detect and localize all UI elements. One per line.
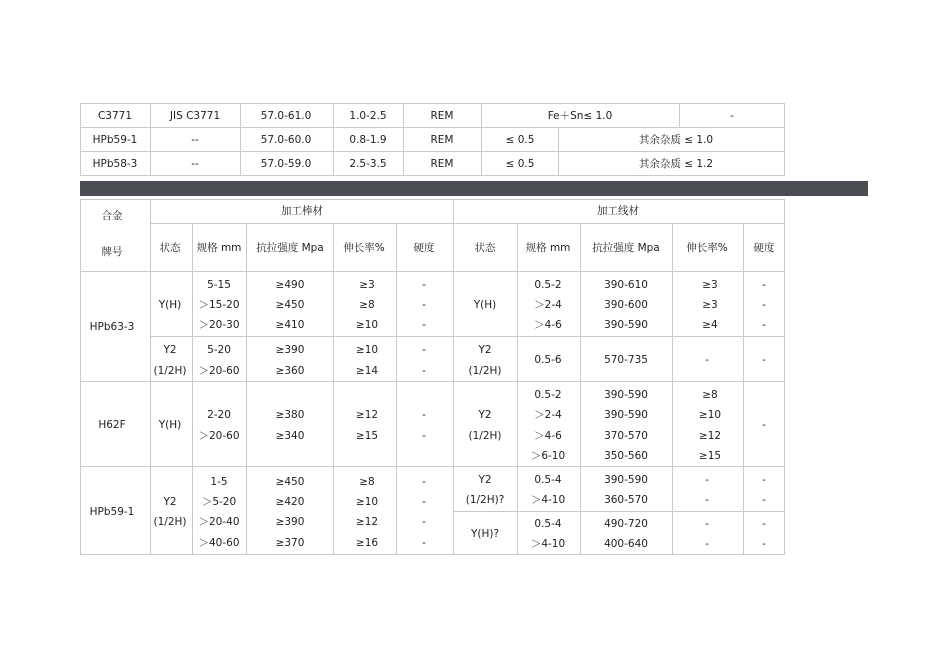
wire-tensile: 390-590 [604, 409, 648, 421]
section-divider-bar [80, 181, 868, 196]
col-elongation: 伸长率% [343, 242, 385, 254]
rod-state: (1/2H) [153, 516, 187, 528]
wire-elongation: ≥15 [698, 450, 722, 462]
wire-state: Y(H) [473, 299, 497, 311]
grid-line [80, 199, 81, 554]
rod-tensile: ≥450 [275, 476, 305, 488]
rod-elongation: ≥10 [355, 319, 379, 331]
rod-hardness: - [422, 430, 426, 442]
cell-pb: 2.5-3.5 [349, 158, 387, 170]
rod-state: Y2 [163, 496, 177, 508]
rod-elongation: ≥12 [355, 516, 379, 528]
rod-spec: ＞15-20 [198, 299, 240, 311]
grid-line [396, 223, 397, 554]
grid-line [333, 103, 334, 175]
cell-rem: REM [430, 158, 454, 170]
grid-line [517, 223, 518, 554]
grid-line [743, 223, 744, 554]
rod-tensile: ≥490 [275, 279, 305, 291]
wire-state: Y2 [478, 474, 492, 486]
rod-elongation: ≥8 [359, 476, 375, 488]
wire-state: Y(H)? [470, 528, 500, 540]
rod-tensile: ≥450 [275, 299, 305, 311]
grid-line [80, 127, 785, 128]
wire-hardness: - [762, 474, 766, 486]
rod-hardness: - [422, 319, 426, 331]
rod-elongation: ≥15 [355, 430, 379, 442]
wire-elongation: - [705, 518, 709, 530]
grid-line [481, 103, 482, 175]
wire-spec: 0.5-4 [534, 518, 562, 530]
rod-spec: 5-20 [207, 344, 231, 356]
cell-rem: REM [430, 134, 454, 146]
grid-line [246, 223, 247, 554]
rod-state: Y2 [163, 344, 177, 356]
grid-line [672, 223, 673, 554]
wire-elongation: ≥12 [698, 430, 722, 442]
rod-spec: 5-15 [207, 279, 231, 291]
wire-elongation: - [705, 354, 709, 366]
wire-hardness: - [762, 419, 766, 431]
rod-spec: 2-20 [207, 409, 231, 421]
rod-elongation: ≥16 [355, 537, 379, 549]
wire-spec: ＞4-10 [530, 494, 566, 506]
grid-line [80, 175, 785, 176]
wire-tensile: 390-590 [604, 389, 648, 401]
grade-name: HPb59-1 [89, 506, 135, 518]
grid-line [80, 466, 785, 467]
cell-standard: -- [191, 134, 199, 146]
rod-hardness: - [422, 409, 426, 421]
grid-line [80, 554, 785, 555]
rod-elongation: ≥12 [355, 409, 379, 421]
grid-line [784, 199, 785, 554]
wire-state: Y2 [478, 409, 492, 421]
wire-tensile: 490-720 [604, 518, 648, 530]
wire-tensile: 350-560 [604, 450, 648, 462]
rod-elongation: ≥14 [355, 365, 379, 377]
wire-spec: ＞4-10 [530, 538, 566, 550]
rod-hardness: - [422, 496, 426, 508]
wire-spec: 0.5-6 [534, 354, 562, 366]
cell-pb: 0.8-1.9 [349, 134, 387, 146]
col-elongation: 伸长率% [686, 242, 728, 254]
grid-line [80, 151, 785, 152]
wire-elongation: ≥3 [702, 299, 718, 311]
wire-spec: 0.5-2 [534, 389, 562, 401]
grid-line [679, 103, 680, 127]
wire-tensile: 390-600 [604, 299, 648, 311]
cell-standard: -- [191, 158, 199, 170]
wire-state: (1/2H)? [465, 494, 505, 506]
wire-spec: ＞2-4 [534, 299, 562, 311]
wire-spec: 0.5-2 [534, 279, 562, 291]
grid-line [192, 223, 193, 554]
wire-spec: ＞6-10 [530, 450, 566, 462]
grid-line [80, 199, 785, 200]
rod-spec: ＞5-20 [201, 496, 237, 508]
grid-line [558, 127, 559, 175]
wire-tensile: 390-590 [604, 474, 648, 486]
rod-state: Y(H) [158, 419, 182, 431]
wire-tensile: 400-640 [604, 538, 648, 550]
rod-hardness: - [422, 279, 426, 291]
wire-spec: 0.5-4 [534, 474, 562, 486]
grid-line [80, 103, 81, 175]
wire-state: Y2 [478, 344, 492, 356]
rod-tensile: ≥380 [275, 409, 305, 421]
grid-line [80, 381, 785, 382]
col-hardness: 硬度 [753, 242, 775, 254]
grid-line [453, 199, 454, 554]
wire-hardness: - [762, 319, 766, 331]
rod-hardness: - [422, 344, 426, 356]
rod-spec: ＞20-60 [198, 365, 240, 377]
rod-spec: 1-5 [210, 476, 228, 488]
wire-state: (1/2H) [468, 430, 502, 442]
wire-elongation: ≥4 [702, 319, 718, 331]
wire-elongation: ≥8 [702, 389, 718, 401]
cell-cu: 57.0-60.0 [260, 134, 312, 146]
cell-grade: HPb58-3 [92, 158, 138, 170]
grid-line [150, 103, 151, 175]
wire-spec: ＞2-4 [534, 409, 562, 421]
cell-grade: C3771 [97, 110, 133, 122]
cell-other-impurity: 其余杂质 ≤ 1.0 [638, 134, 714, 146]
rod-hardness: - [422, 537, 426, 549]
wire-tensile: 390-610 [604, 279, 648, 291]
wire-elongation: - [705, 474, 709, 486]
cell-cu: 57.0-59.0 [260, 158, 312, 170]
rod-spec: ＞20-40 [198, 516, 240, 528]
rod-tensile: ≥420 [275, 496, 305, 508]
rod-tensile: ≥410 [275, 319, 305, 331]
cell-fe: ≤ 0.5 [505, 134, 535, 146]
col-tensile: 抗拉强度 Mpa [256, 242, 324, 254]
rod-state: Y(H) [158, 299, 182, 311]
rod-spec: ＞20-30 [198, 319, 240, 331]
wire-hardness: - [762, 538, 766, 550]
header-grade: 牌号 [101, 246, 123, 258]
grid-line [453, 511, 785, 512]
rod-hardness: - [422, 299, 426, 311]
grid-line [580, 223, 581, 554]
rod-hardness: - [422, 365, 426, 377]
grid-line [240, 103, 241, 175]
grade-name: HPb63-3 [89, 321, 135, 333]
wire-tensile: 370-570 [604, 430, 648, 442]
col-tensile: 抗拉强度 Mpa [592, 242, 660, 254]
rod-tensile: ≥340 [275, 430, 305, 442]
rod-state: (1/2H) [153, 365, 187, 377]
rod-tensile: ≥390 [275, 516, 305, 528]
rod-elongation: ≥8 [359, 299, 375, 311]
cell-standard: JIS C3771 [169, 110, 221, 122]
rod-elongation: ≥10 [355, 344, 379, 356]
wire-spec: ＞4-6 [534, 319, 562, 331]
rod-tensile: ≥370 [275, 537, 305, 549]
rod-spec: ＞20-60 [198, 430, 240, 442]
wire-elongation: ≥10 [698, 409, 722, 421]
wire-spec: ＞4-6 [534, 430, 562, 442]
cell-fe: ≤ 0.5 [505, 158, 535, 170]
wire-elongation: - [705, 494, 709, 506]
col-state: 状态 [474, 242, 496, 254]
cell-pb: 1.0-2.5 [349, 110, 387, 122]
grid-line [403, 103, 404, 175]
wire-elongation: ≥3 [702, 279, 718, 291]
wire-hardness: - [762, 354, 766, 366]
rod-elongation: ≥10 [355, 496, 379, 508]
cell-impurity: Fe＋Sn≤ 1.0 [547, 110, 613, 122]
grid-line [150, 199, 151, 554]
wire-elongation: - [705, 538, 709, 550]
wire-hardness: - [762, 494, 766, 506]
grid-line [80, 271, 785, 272]
cell-cu: 57.0-61.0 [260, 110, 312, 122]
header-wire: 加工线材 [597, 205, 639, 217]
col-spec: 规格 mm [525, 242, 571, 254]
wire-tensile: 360-570 [604, 494, 648, 506]
grid-line [333, 223, 334, 554]
grade-name: H62F [98, 419, 126, 431]
header-alloy: 合金 [101, 210, 123, 222]
wire-hardness: - [762, 279, 766, 291]
wire-hardness: - [762, 299, 766, 311]
rod-spec: ＞40-60 [198, 537, 240, 549]
header-rod: 加工棒材 [281, 205, 323, 217]
col-spec: 规格 mm [196, 242, 242, 254]
cell-last: - [730, 110, 734, 122]
wire-state: (1/2H) [468, 365, 502, 377]
wire-tensile: 570-735 [604, 354, 648, 366]
col-state: 状态 [159, 242, 181, 254]
cell-rem: REM [430, 110, 454, 122]
wire-hardness: - [762, 518, 766, 530]
col-hardness: 硬度 [413, 242, 435, 254]
rod-hardness: - [422, 476, 426, 488]
wire-tensile: 390-590 [604, 319, 648, 331]
rod-elongation: ≥3 [359, 279, 375, 291]
cell-other-impurity: 其余杂质 ≤ 1.2 [638, 158, 714, 170]
rod-tensile: ≥390 [275, 344, 305, 356]
grid-line [784, 103, 785, 175]
rod-tensile: ≥360 [275, 365, 305, 377]
rod-hardness: - [422, 516, 426, 528]
cell-grade: HPb59-1 [92, 134, 138, 146]
